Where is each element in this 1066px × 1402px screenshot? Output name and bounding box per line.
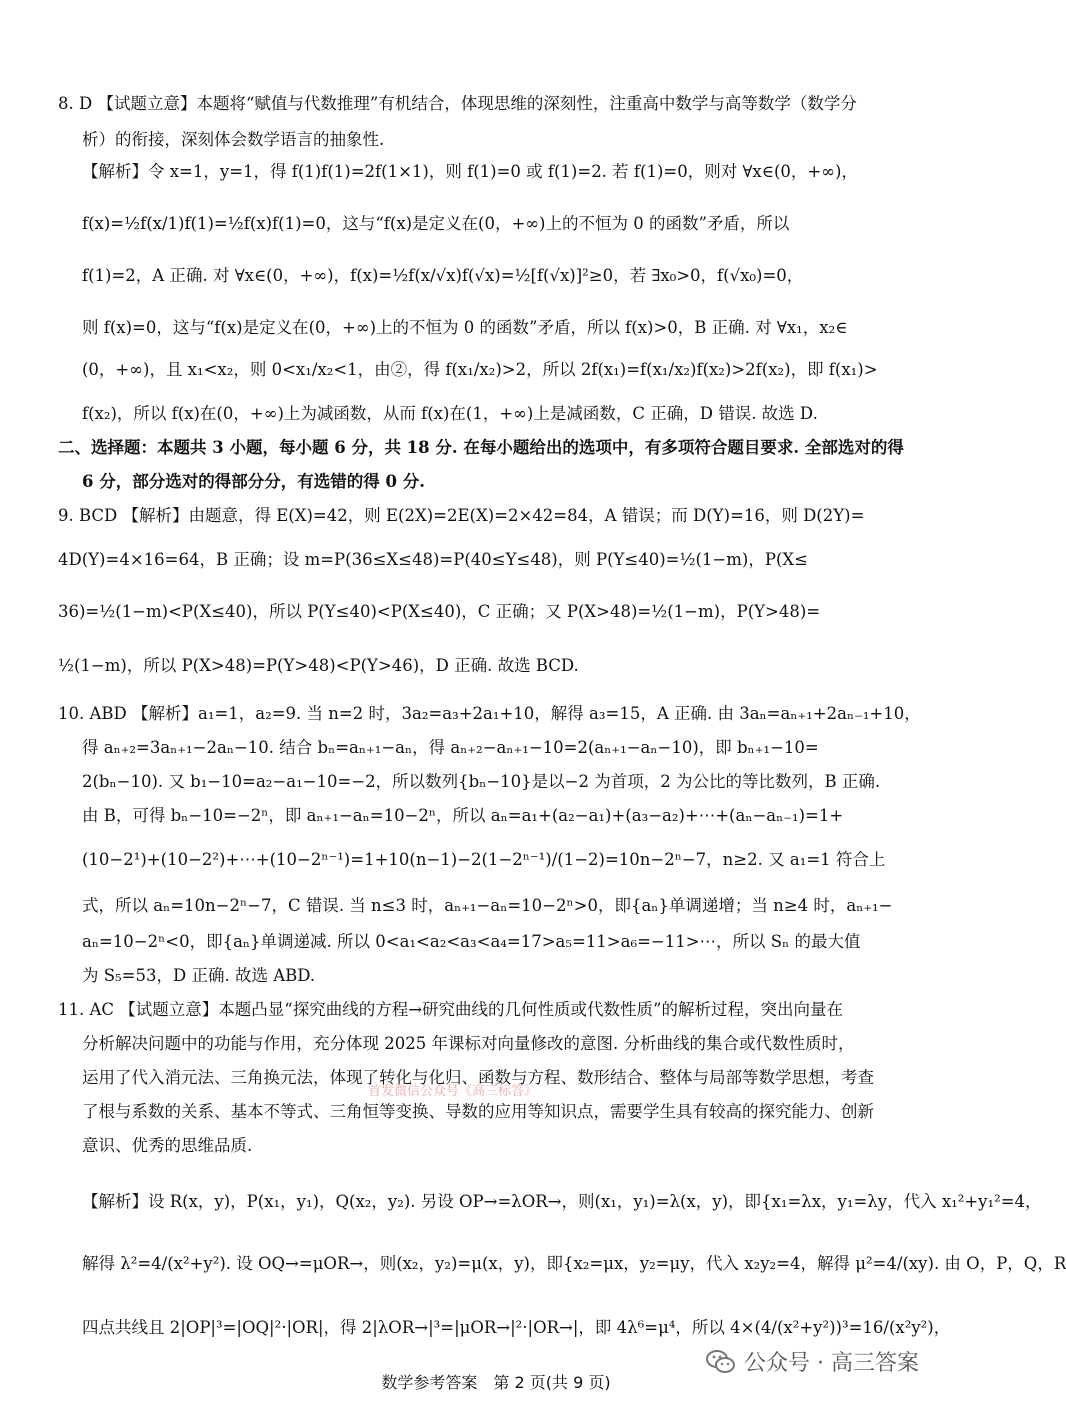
text-line: 了根与系数的关系、基本不等式、三角恒等变换、导数的应用等知识点，需要学生具有较高的探究能力、创新 (82, 1102, 874, 1121)
text-line: f(x₂)，所以 f(x)在(0，+∞)上为减函数，从而 f(x)在(1，+∞)上是减函数，C 正确，D 错误. 故选 D. (82, 404, 818, 423)
text-line: 9. BCD 【解析】由题意，得 E(X)=42，则 E(2X)=2E(X)=2×42=84，A 错误；而 D(Y)=16，则 D(2Y)= (58, 506, 865, 525)
text-line: 11. AC 【试题立意】本题凸显“探究曲线的方程→研究曲线的几何性质或代数性质”的解析过程，突出向量在 (58, 1000, 843, 1019)
text-line: (10−2¹)+(10−2²)+⋯+(10−2ⁿ⁻¹)=1+10(n−1)−2(1−2ⁿ⁻¹)/(1−2)=10n−2ⁿ−7，n≥2. 又 a₁=1 符合上 (82, 850, 886, 869)
text-line: 则 f(x)=0，这与“f(x)是定义在(0，+∞)上的不恒为 0 的函数”矛盾，所以 f(x)>0，B 正确. 对 ∀x₁，x₂∈ (82, 318, 848, 337)
text-line: 为 S₅=53，D 正确. 故选 ABD. (82, 966, 316, 985)
text-line: 8. D 【试题立意】本题将“赋值与代数推理”有机结合，体现思维的深刻性，注重高中数学与高等数学（数学分 (58, 94, 857, 113)
text-line: 【解析】设 R(x，y)，P(x₁，y₁)，Q(x₂，y₂). 另设 OP→=λOR→，则(x₁，y₁)=λ(x，y)，即{x₁=λx，y₁=λy，代入 x₁²+y₁²=4， (82, 1192, 1042, 1211)
section-heading: 二、选择题：本题共 3 小题，每小题 6 分，共 18 分. 在每小题给出的选项中，有多项符合题目要求. 全部选对的得 (58, 438, 904, 457)
section-heading: 6 分，部分选对的得部分分，有选错的得 0 分. (82, 472, 425, 491)
text-line: ½(1−m)，所以 P(X>48)=P(Y>48)<P(Y>46)，D 正确. 故选 BCD. (58, 656, 579, 675)
text-line: 4D(Y)=4×16=64，B 正确；设 m=P(36≤X≤48)=P(40≤Y≤48)，则 P(Y≤40)=½(1−m)，P(X≤ (58, 550, 808, 569)
text-line: (0，+∞)，且 x₁<x₂，则 0<x₁/x₂<1，由②，得 f(x₁/x₂)>2，所以 2f(x₁)=f(x₁/x₂)f(x₂)>2f(x₂)，即 f(x₁)> (82, 360, 878, 379)
text-line: 得 aₙ₊₂=3aₙ₊₁−2aₙ−10. 结合 bₙ=aₙ₊₁−aₙ，得 aₙ₊₂−aₙ₊₁−10=2(aₙ₊₁−aₙ−10)，即 bₙ₊₁−10= (82, 738, 819, 757)
text-line: 析）的衔接，深刻体会数学语言的抽象性. (82, 130, 385, 149)
text-line: 解得 λ²=4/(x²+y²). 设 OQ→=μOR→，则(x₂，y₂)=μ(x，y)，即{x₂=μx，y₂=μy，代入 x₂y₂=4，解得 μ²=4/(xy). 由 O，P，Q，R (82, 1254, 1066, 1273)
text-line: 【解析】令 x=1，y=1，得 f(1)f(1)=2f(1×1)，则 f(1)=0 或 f(1)=2. 若 f(1)=0，则对 ∀x∈(0，+∞)， (82, 162, 858, 181)
text-line: 运用了代入消元法、三角换元法，体现了转化与化归、函数与方程、数形结合、整体与局部等数学思想，考查 (82, 1068, 874, 1087)
text-line: 四点共线且 2|OP|³=|OQ|²·|OR|，得 2|λOR→|³=|μOR→|²·|OR→|，即 4λ⁶=μ⁴，所以 4×(4/(x²+y²))³=16/(x²y²)， (82, 1318, 951, 1337)
page-footer: 数学参考答案 第 2 页(共 9 页) (381, 1373, 611, 1392)
text-line: 式，所以 aₙ=10n−2ⁿ−7，C 错误. 当 n≤3 时，aₙ₊₁−aₙ=10−2ⁿ>0，即{aₙ}单调递增；当 n≥4 时，aₙ₊₁− (82, 896, 893, 915)
text-line: 意识、优秀的思维品质. (82, 1136, 253, 1155)
text-line: 36)=½(1−m)<P(X≤40)，所以 P(Y≤40)<P(X≤40)，C 正确；又 P(X>48)=½(1−m)，P(Y>48)= (58, 602, 821, 621)
text-line: 由 B，可得 bₙ−10=−2ⁿ，即 aₙ₊₁−aₙ=10−2ⁿ，所以 aₙ=a₁+(a₂−a₁)+(a₃−a₂)+⋯+(aₙ−aₙ₋₁)=1+ (82, 806, 844, 825)
text-line: f(x)=½f(x/1)f(1)=½f(x)f(1)=0，这与“f(x)是定义在(0，+∞)上的不恒为 0 的函数”矛盾，所以 (82, 214, 790, 233)
text-line: 10. ABD 【解析】a₁=1，a₂=9. 当 n=2 时，3a₂=a₃+2a₁+10，解得 a₃=15，A 正确. 由 3aₙ=aₙ₊₁+2aₙ₋₁+10， (58, 704, 921, 723)
watermark: 首发微信公众号《高三标答》 (368, 1084, 538, 1099)
brand-text: 公众号 · 高三答案 (744, 1351, 919, 1376)
text-line: 分析解决问题中的功能与作用，充分体现 2025 年课标对向量修改的意图. 分析曲线的集合或代数性质时， (82, 1034, 855, 1053)
text-line: aₙ=10−2ⁿ<0，即{aₙ}单调递减. 所以 0<a₁<a₂<a₃<a₄=17>a₅=11>a₆=−11>⋯，所以 Sₙ 的最大值 (82, 932, 861, 951)
text-line: f(1)=2，A 正确. 对 ∀x∈(0，+∞)，f(x)=½f(x/√x)f(√x)=½[f(√x)]²≥0，若 ∃x₀>0，f(√x₀)=0， (82, 266, 804, 285)
text-line: 2(bₙ−10). 又 b₁−10=a₂−a₁−10=−2，所以数列{bₙ−10}是以−2 为首项，2 为公比的等比数列，B 正确. (82, 772, 881, 791)
